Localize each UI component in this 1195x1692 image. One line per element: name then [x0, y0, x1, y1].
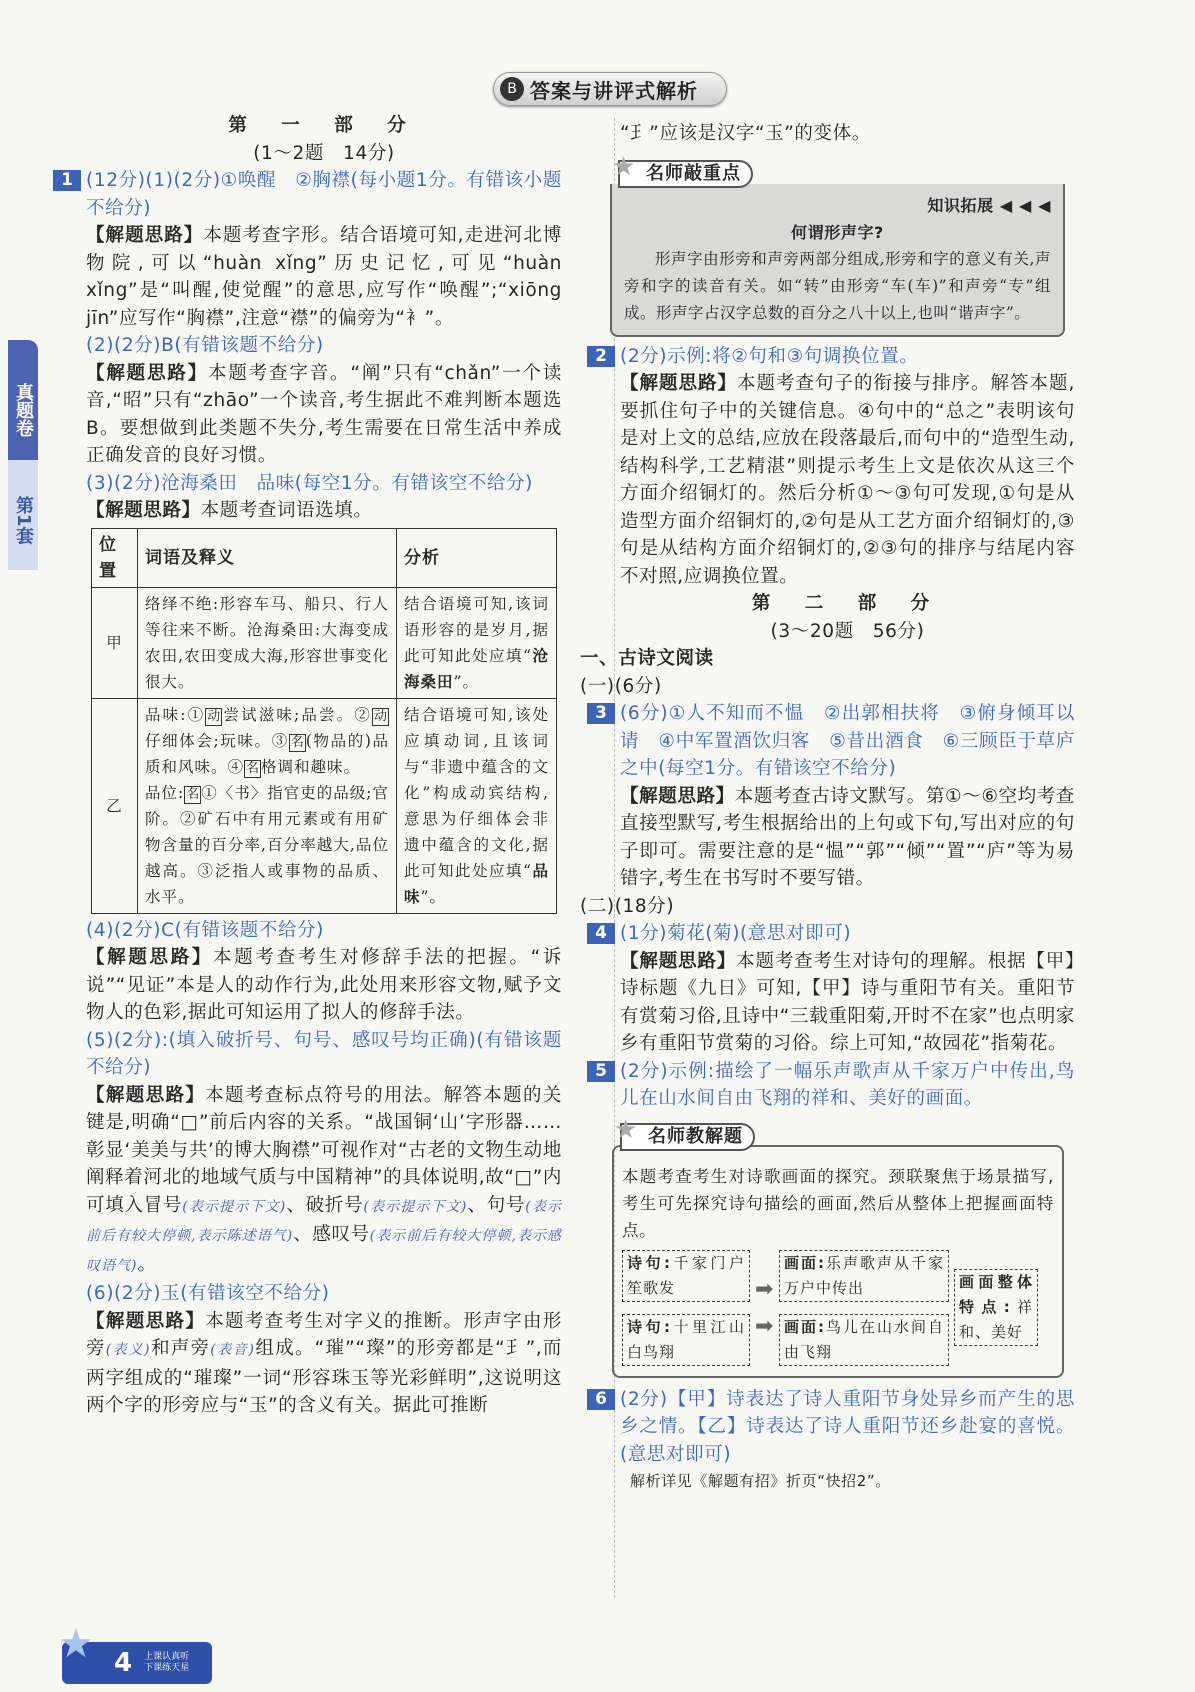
subsection: (一)(6分) [580, 675, 662, 697]
scene-text: 乐声歌声从千家万户中传出 [784, 1253, 945, 1297]
scene-text: 鸟儿在山水间自由飞翔 [784, 1317, 945, 1361]
analysis-text: 、句号 [467, 1194, 526, 1216]
analysis-label: 【解题思路】 [620, 373, 738, 394]
analysis-text: 本题考查句子的衔接与排序。解答本题,要抓住句子中的关键信息。④句中的“总之”表明该句是对上文的总结,应放在段落最后,而句中的“造型生动,结构科学,工艺精湛”则提示考生上文是依次从这三个方面介绍铜灯的。然后分析①～③句可发现,①句是从造型方面介绍铜灯的,②句是从工艺方面介绍铜灯的,③句是从结构方面介绍铜灯的,②③句的排序与结尾内容不对照,应调换位置。 [620, 373, 1075, 587]
pos-tag: 名 [290, 734, 304, 750]
question-badge: 2 [587, 346, 615, 367]
box-heading: 何谓形声字? [791, 222, 884, 242]
teacher-explain-box [612, 1114, 1064, 1378]
box-text: 形声字由形旁和声旁两部分组成,形旁和字的意义有关,声旁和字的读音有关。如“转”由形旁“车(车)”和声旁“专”组成。形声字占汉字总数的百分之八十以上,也叫“谐声字”。 [624, 249, 1051, 322]
label: 画面: [784, 1317, 826, 1336]
question-badge: 6 [587, 1389, 615, 1410]
slogan-line: 下课练天星 [144, 1663, 190, 1673]
cell-text: ①〈书〉指官吏的品级;官阶。②矿石中有用元素或有用矿物含量的百分率,百分率越大,品位越高。③泛指人或事物的品质、水平。 [145, 783, 389, 906]
pos-tag: 名 [246, 760, 260, 776]
overall-text: 祥和、美好 [959, 1298, 1034, 1341]
analysis [86, 944, 562, 1027]
part-subtitle: (3～20题 56分) [770, 620, 925, 642]
label: 画面: [784, 1253, 826, 1272]
analysis-text: 本题考查字音。“阐”只有“chǎn”一个读音,“昭”只有“zhāo”一个读音,考生据此不难判断本题选B。要想做到此类题不失分,考生需要在日常生活中养成正确发音的良好习惯。 [86, 362, 562, 466]
slogan [144, 1652, 189, 1674]
analysis-text: 本题考查考生对修辞手法的把握。“诉说”“见证”本是人的动作行为,此处用来形容文物,赋予文物人的色彩,据此可知运用了拟人的修辞手法。 [86, 947, 562, 1023]
analysis-text: 组成。“璀”“璨”的形旁都是“𤣩”,而两字组成的“璀璨”一词“形容珠玉等光彩鲜明”,这说明这两个字的形旁应与“玉”的含义有关。据此可推断 [86, 1338, 562, 1416]
scene-box [779, 1250, 949, 1302]
table-row [92, 698, 557, 913]
table-header: 分析 [397, 528, 557, 587]
table-cell: 甲 [92, 587, 138, 698]
footnote: 解析详见《解题有招》折页“快招2”。 [630, 1472, 891, 1490]
cell-text: 尝试滋味;品尝。② [222, 705, 372, 724]
box-title [612, 151, 753, 188]
handwritten-note: (表音) [210, 1342, 255, 1358]
mascot-star-icon: ★ [58, 1621, 94, 1667]
analysis-diagram [622, 1250, 1054, 1366]
key-point-box [610, 151, 1065, 337]
answer-1-5: (5)(2分):(填入破折号、句号、感叹号均正确)(有错该题不给分) [86, 1029, 562, 1078]
answer-1 [61, 167, 562, 222]
handwritten-note: (表示前后有较大停顿,表示感叹语气) [86, 1228, 562, 1274]
left-column [61, 112, 562, 1420]
question-badge: 3 [587, 703, 615, 724]
star-mascot-icon: ★ [612, 151, 637, 182]
part-title: 第 二 部 分 [751, 593, 944, 614]
table-header: 词语及释义 [138, 528, 397, 587]
table-row [92, 587, 557, 698]
cell-text: 格调和趣味。 [261, 757, 361, 776]
handwritten-note: (表义) [105, 1342, 151, 1358]
knowledge-extension-label: 知识拓展 ◀ ◀ ◀ [927, 195, 1051, 215]
question-badge: 5 [587, 1061, 615, 1082]
analysis-text: 本题考查标点符号的用法。解答本题的关键是,明确“□”前后内容的关系。“战国铜‘山’字形器……彰显‘美美与共’的博大胸襟”可视作对“古老的文物生动地阐释着河北的地域气质与中国精神”的具体说明,故“□”内可填入冒号 [86, 1084, 562, 1216]
cell-text: ”。 [420, 887, 446, 906]
cell-text: 品位: [145, 783, 185, 802]
handwritten-note: (表示前后有较大停顿,表示陈述语气) [86, 1198, 562, 1244]
subsection: (二)(18分) [580, 895, 675, 917]
handwritten-note: (表示提示下文) [182, 1198, 287, 1215]
answer-text: (6分)①人不知而不愠 ②出郭相扶将 ③俯身倾耳以请 ④中军置酒饮归客 ⑤昔出酒食 ⑥三顾臣于草庐之中(每空1分。有错该空不给分) [620, 703, 1075, 779]
overall-box [954, 1269, 1038, 1346]
right-column [580, 120, 1075, 1496]
analysis-text: 、破折号 [286, 1194, 364, 1216]
answer-2 [595, 343, 1075, 371]
poem-line-box [622, 1314, 750, 1366]
analysis-text: 本题考查考生对诗句的理解。根据【甲】诗标题《九日》可知,【甲】诗与重阳节有关。重阳节有赏菊习俗,且诗中“三载重阳菊,开时不在家”也点明家乡有重阳节赏菊的习俗。综上可知,“故园花”指菊花。 [620, 950, 1075, 1054]
cell-text: ”。 [453, 672, 479, 691]
section-header [493, 72, 727, 106]
side-tab-top: 真题卷 [8, 340, 38, 460]
answer-text: (1分)菊花(菊)(意思对即可) [620, 923, 852, 944]
box-title [614, 1114, 755, 1151]
word-table [91, 528, 557, 914]
arrow-right-icon: ➡ [755, 1276, 775, 1302]
pos-tag: 名 [186, 786, 200, 802]
analysis [86, 497, 562, 525]
answer-text: (2分)【甲】诗表达了诗人重阳节身处异乡而产生的思乡之情。【乙】诗表达了诗人重阳节还乡赴宴的喜悦。(意思对即可) [620, 1388, 1075, 1465]
section-heading: 一、古诗文阅读 [580, 648, 714, 669]
cell-text: 结合语境可知,该词语形容的是岁月,据此可知此处应填“ [404, 594, 549, 665]
box-title-text: 名师教解题 [648, 1125, 743, 1147]
analysis-text: 本题考查古诗文默写。第①～⑥空均考查直接型默写,考生根据给出的上句或下句,写出对应的句子即可。需要注意的是“愠”“郭”“倾”“置”“庐”等为易错字,考生在书写时不要写错。 [620, 785, 1075, 889]
cell-text: (物品的)品质和风味。④ [145, 731, 389, 776]
answer-3 [595, 700, 1075, 783]
answer-text: (2分)示例:将②句和③句调换位置。 [620, 345, 919, 367]
page-number: 4 [114, 1648, 133, 1678]
cell-text: 品味:① [145, 705, 206, 724]
analysis-label: 【解题思路】 [86, 1310, 206, 1332]
poem-line: 千家门户笙歌发 [627, 1253, 745, 1297]
side-tab-bottom: 第1套 [8, 460, 38, 570]
label: 诗句: [627, 1317, 671, 1336]
cell-bold: 沧海桑田 [404, 645, 549, 691]
analysis [86, 1082, 562, 1281]
analysis [620, 783, 1075, 893]
side-tab [8, 340, 38, 570]
analysis [620, 948, 1075, 1058]
question-badge: 1 [53, 170, 81, 191]
answer-1-3: (3)(2分)沧海桑田 品味(每空1分。有错该空不给分) [86, 472, 533, 494]
analysis-text: 本题考查词语选填。 [200, 500, 373, 521]
analysis-label: 【解题思路】 [620, 950, 737, 972]
answer-5 [595, 1058, 1075, 1113]
answer-1-6: (6)(2分)玉(有错该空不给分) [86, 1283, 330, 1304]
question-badge: 4 [587, 923, 615, 944]
analysis [86, 1308, 562, 1420]
answer-6 [595, 1386, 1075, 1469]
analysis [86, 222, 562, 332]
answer-1-4: (4)(2分)C(有错该题不给分) [86, 919, 324, 941]
table-cell [138, 698, 397, 913]
cell-text: 仔细体会;玩味。③ [145, 731, 289, 750]
analysis-label: 【解题思路】 [86, 947, 214, 968]
analysis-text: 和声旁 [150, 1338, 211, 1359]
analysis-text: 、感叹号 [293, 1224, 370, 1245]
page-footer [58, 1621, 212, 1684]
analysis-label: 【解题思路】 [620, 785, 735, 807]
analysis-text: 本题考查字形。结合语境可知,走进河北博物院,可以“huàn xǐng”历史记忆,可见“huàn xǐng”是“叫醒,使觉醒”的意思,应写作“唤醒”;“xiōng jīn”应写作“胸襟”,注意“襟”的偏旁为“衤”。 [86, 225, 562, 329]
part-title: 第 一 部 分 [228, 115, 420, 136]
analysis-text: 。 [137, 1253, 157, 1275]
answer-text: (12分)(1)(2分)①唤醒 ②胸襟(每小题1分。有错该小题不给分) [86, 170, 562, 219]
star-mascot-icon: ★ [614, 1114, 639, 1145]
arrow-right-icon: ➡ [755, 1313, 775, 1339]
analysis [86, 360, 562, 470]
answer-icon: B [500, 77, 524, 101]
poem-line: 十里江山白鸟翔 [627, 1317, 745, 1361]
part-subtitle: (1～2题 14分) [253, 142, 395, 164]
pos-tag: 动 [373, 708, 387, 724]
table-cell [397, 587, 557, 698]
analysis-label: 【解题思路】 [86, 225, 204, 246]
analysis-label: 【解题思路】 [86, 500, 201, 521]
table-header: 位置 [92, 528, 138, 587]
label: 画面整体特点: [959, 1273, 1034, 1316]
answer-text: (2分)示例:描绘了一幅乐声歌声从千家万户中传出,鸟儿在山水间自由飞翔的祥和、美好的画面。 [620, 1060, 1075, 1109]
answer-4 [595, 920, 1075, 948]
analysis [620, 370, 1075, 590]
box-title-text: 名师敲重点 [646, 162, 741, 184]
scene-box [779, 1314, 949, 1366]
slogan-line: 上课认真听 [144, 1652, 190, 1662]
pos-tag: 动 [207, 708, 221, 724]
table-cell: 络绎不绝:形容车马、船只、行人等往来不断。沧海桑田:大海变成农田,农田变成大海,形容世事变化很大。 [138, 587, 397, 698]
analysis-label: 【解题思路】 [86, 362, 209, 384]
table-cell: 乙 [92, 698, 138, 913]
box-text: 本题考查考生对诗歌画面的探究。颈联聚焦于场景描写,考生可先探究诗句描绘的画面,然后从整体上把握画面特点。 [622, 1166, 1054, 1240]
answer-1-2: (2)(2分)B(有错该题不给分) [86, 335, 324, 356]
continued-text: “𤣩”应该是汉字“玉”的变体。 [620, 123, 871, 144]
poem-line-box [622, 1250, 750, 1302]
handwritten-note: (表示提示下文) [363, 1198, 468, 1215]
analysis-label: 【解题思路】 [86, 1084, 206, 1106]
header-title: 答案与讲评式解析 [530, 78, 698, 103]
label: 诗句: [627, 1253, 671, 1272]
analysis-text: 本题考查考生对字义的推断。形声字由形旁 [86, 1310, 562, 1359]
cell-bold: 品味 [404, 860, 549, 906]
cell-text: 结合语境可知,该处应填动词,且该词与“非遗中蕴含的文化”构成动宾结构,意思为仔细体会非遗中蕴含的文化,据此可知此处应填“ [404, 705, 549, 880]
table-cell [397, 698, 557, 913]
